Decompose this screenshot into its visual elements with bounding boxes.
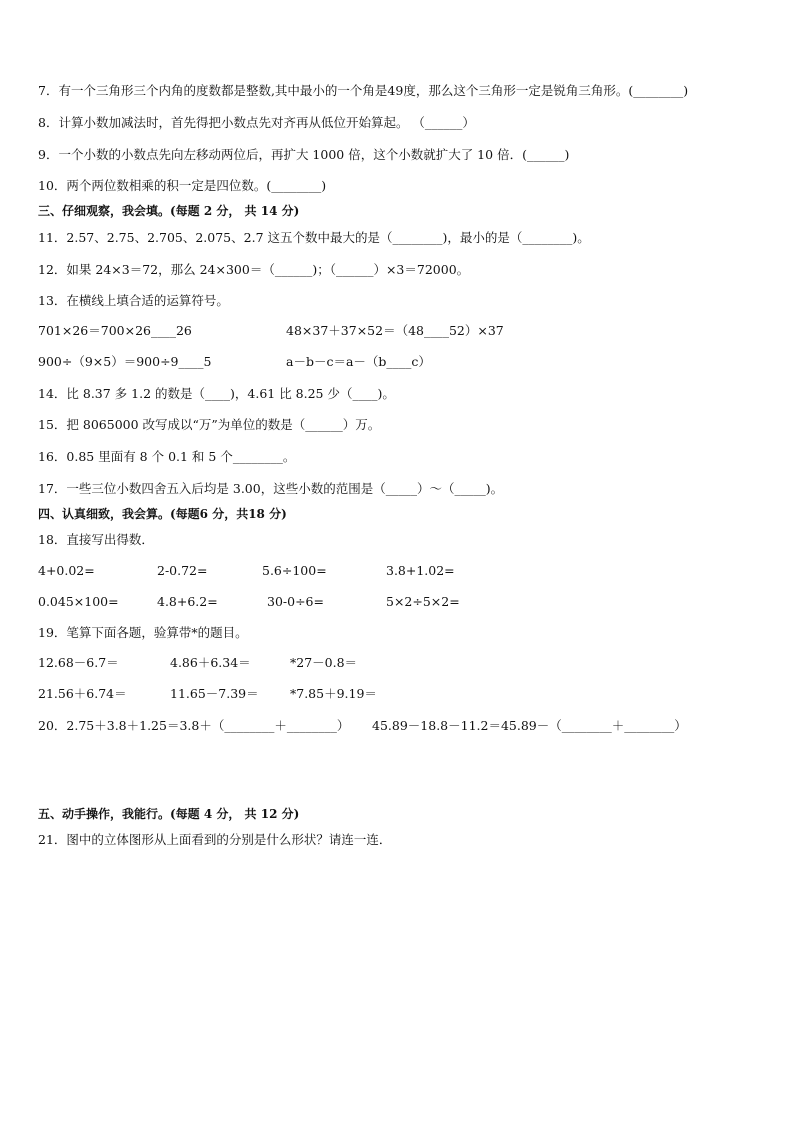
q19-item: 11.65－7.39＝ <box>170 686 259 701</box>
q19-item: 21.56＋6.74＝ <box>38 686 127 701</box>
q13-item-1: 701×26＝700×26____26 <box>38 323 192 338</box>
q18-item: 5×2÷5×2= <box>386 594 460 609</box>
question-21: 21．图中的立体图形从上面看到的分别是什么形状？请连一连． <box>38 832 392 847</box>
q19-item: *7.85＋9.19＝ <box>290 686 377 701</box>
question-14: 14．比 8.37 多 1.2 的数是（____)，4.61 比 8.25 少（____)。 <box>38 386 395 401</box>
question-11: 11．2.57、2.75、2.705、2.075、2.7 这五个数中最大的是（________)，最小的是（________)。 <box>38 230 590 245</box>
question-8: 8．计算小数加减法时，首先得把小数点先对齐再从低位开始算起。 （______） <box>38 115 475 130</box>
question-16: 16．0.85 里面有 8 个 0.1 和 5 个________。 <box>38 449 296 464</box>
question-9: 9．一个小数的小数点先向左移动两位后，再扩大 1000 倍，这个小数就扩大了 10 倍．(______) <box>38 147 570 162</box>
question-20-part-b: 45.89－18.8－11.2＝45.89－（________＋________） <box>372 718 687 733</box>
q13-item-4: a－b－c＝a－（b____c） <box>286 354 431 369</box>
q18-item: 2-0.72= <box>157 563 208 578</box>
question-20-part-a: 20．2.75＋3.8＋1.25＝3.8＋（________＋________） <box>38 718 350 733</box>
question-10: 10．两个两位数相乘的积一定是四位数。(________) <box>38 178 327 193</box>
q18-item: 30-0÷6= <box>267 594 324 609</box>
question-15: 15．把 8065000 改写成以“万”为单位的数是（______）万。 <box>38 417 381 432</box>
section-3-heading: 三、仔细观察，我会填。(每题 2 分， 共 14 分) <box>38 204 300 218</box>
section-4-heading: 四、认真细致，我会算。(每题6 分，共18 分) <box>38 507 287 521</box>
q19-item: 4.86＋6.34＝ <box>170 655 251 670</box>
q18-item: 5.6÷100= <box>262 563 327 578</box>
question-17: 17．一些三位小数四舍五入后均是 3.00，这些小数的范围是（_____）～（_____)。 <box>38 481 504 496</box>
question-12: 12．如果 24×3＝72，那么 24×300＝（______)；（______）×3＝72000。 <box>38 262 470 277</box>
question-7: 7．有一个三角形三个内角的度数都是整数,其中最小的一个角是49度，那么这个三角形一定是锐角三角形。(________) <box>38 83 689 98</box>
q18-item: 0.045×100= <box>38 594 119 609</box>
q19-item: 12.68－6.7＝ <box>38 655 119 670</box>
q18-item: 3.8+1.02= <box>386 563 455 578</box>
q19-item: *27－0.8＝ <box>290 655 358 670</box>
question-13: 13．在横线上填合适的运算符号。 <box>38 293 229 308</box>
section-5-heading: 五、动手操作，我能行。(每题 4 分， 共 12 分) <box>38 807 300 821</box>
q18-item: 4+0.02= <box>38 563 95 578</box>
question-18: 18．直接写出得数． <box>38 532 154 547</box>
q13-item-2: 48×37＋37×52＝（48____52）×37 <box>286 323 504 338</box>
q13-item-3: 900÷（9×5）＝900÷9____5 <box>38 354 212 369</box>
question-19: 19．笔算下面各题，验算带*的题目。 <box>38 625 248 640</box>
q18-item: 4.8+6.2= <box>157 594 218 609</box>
